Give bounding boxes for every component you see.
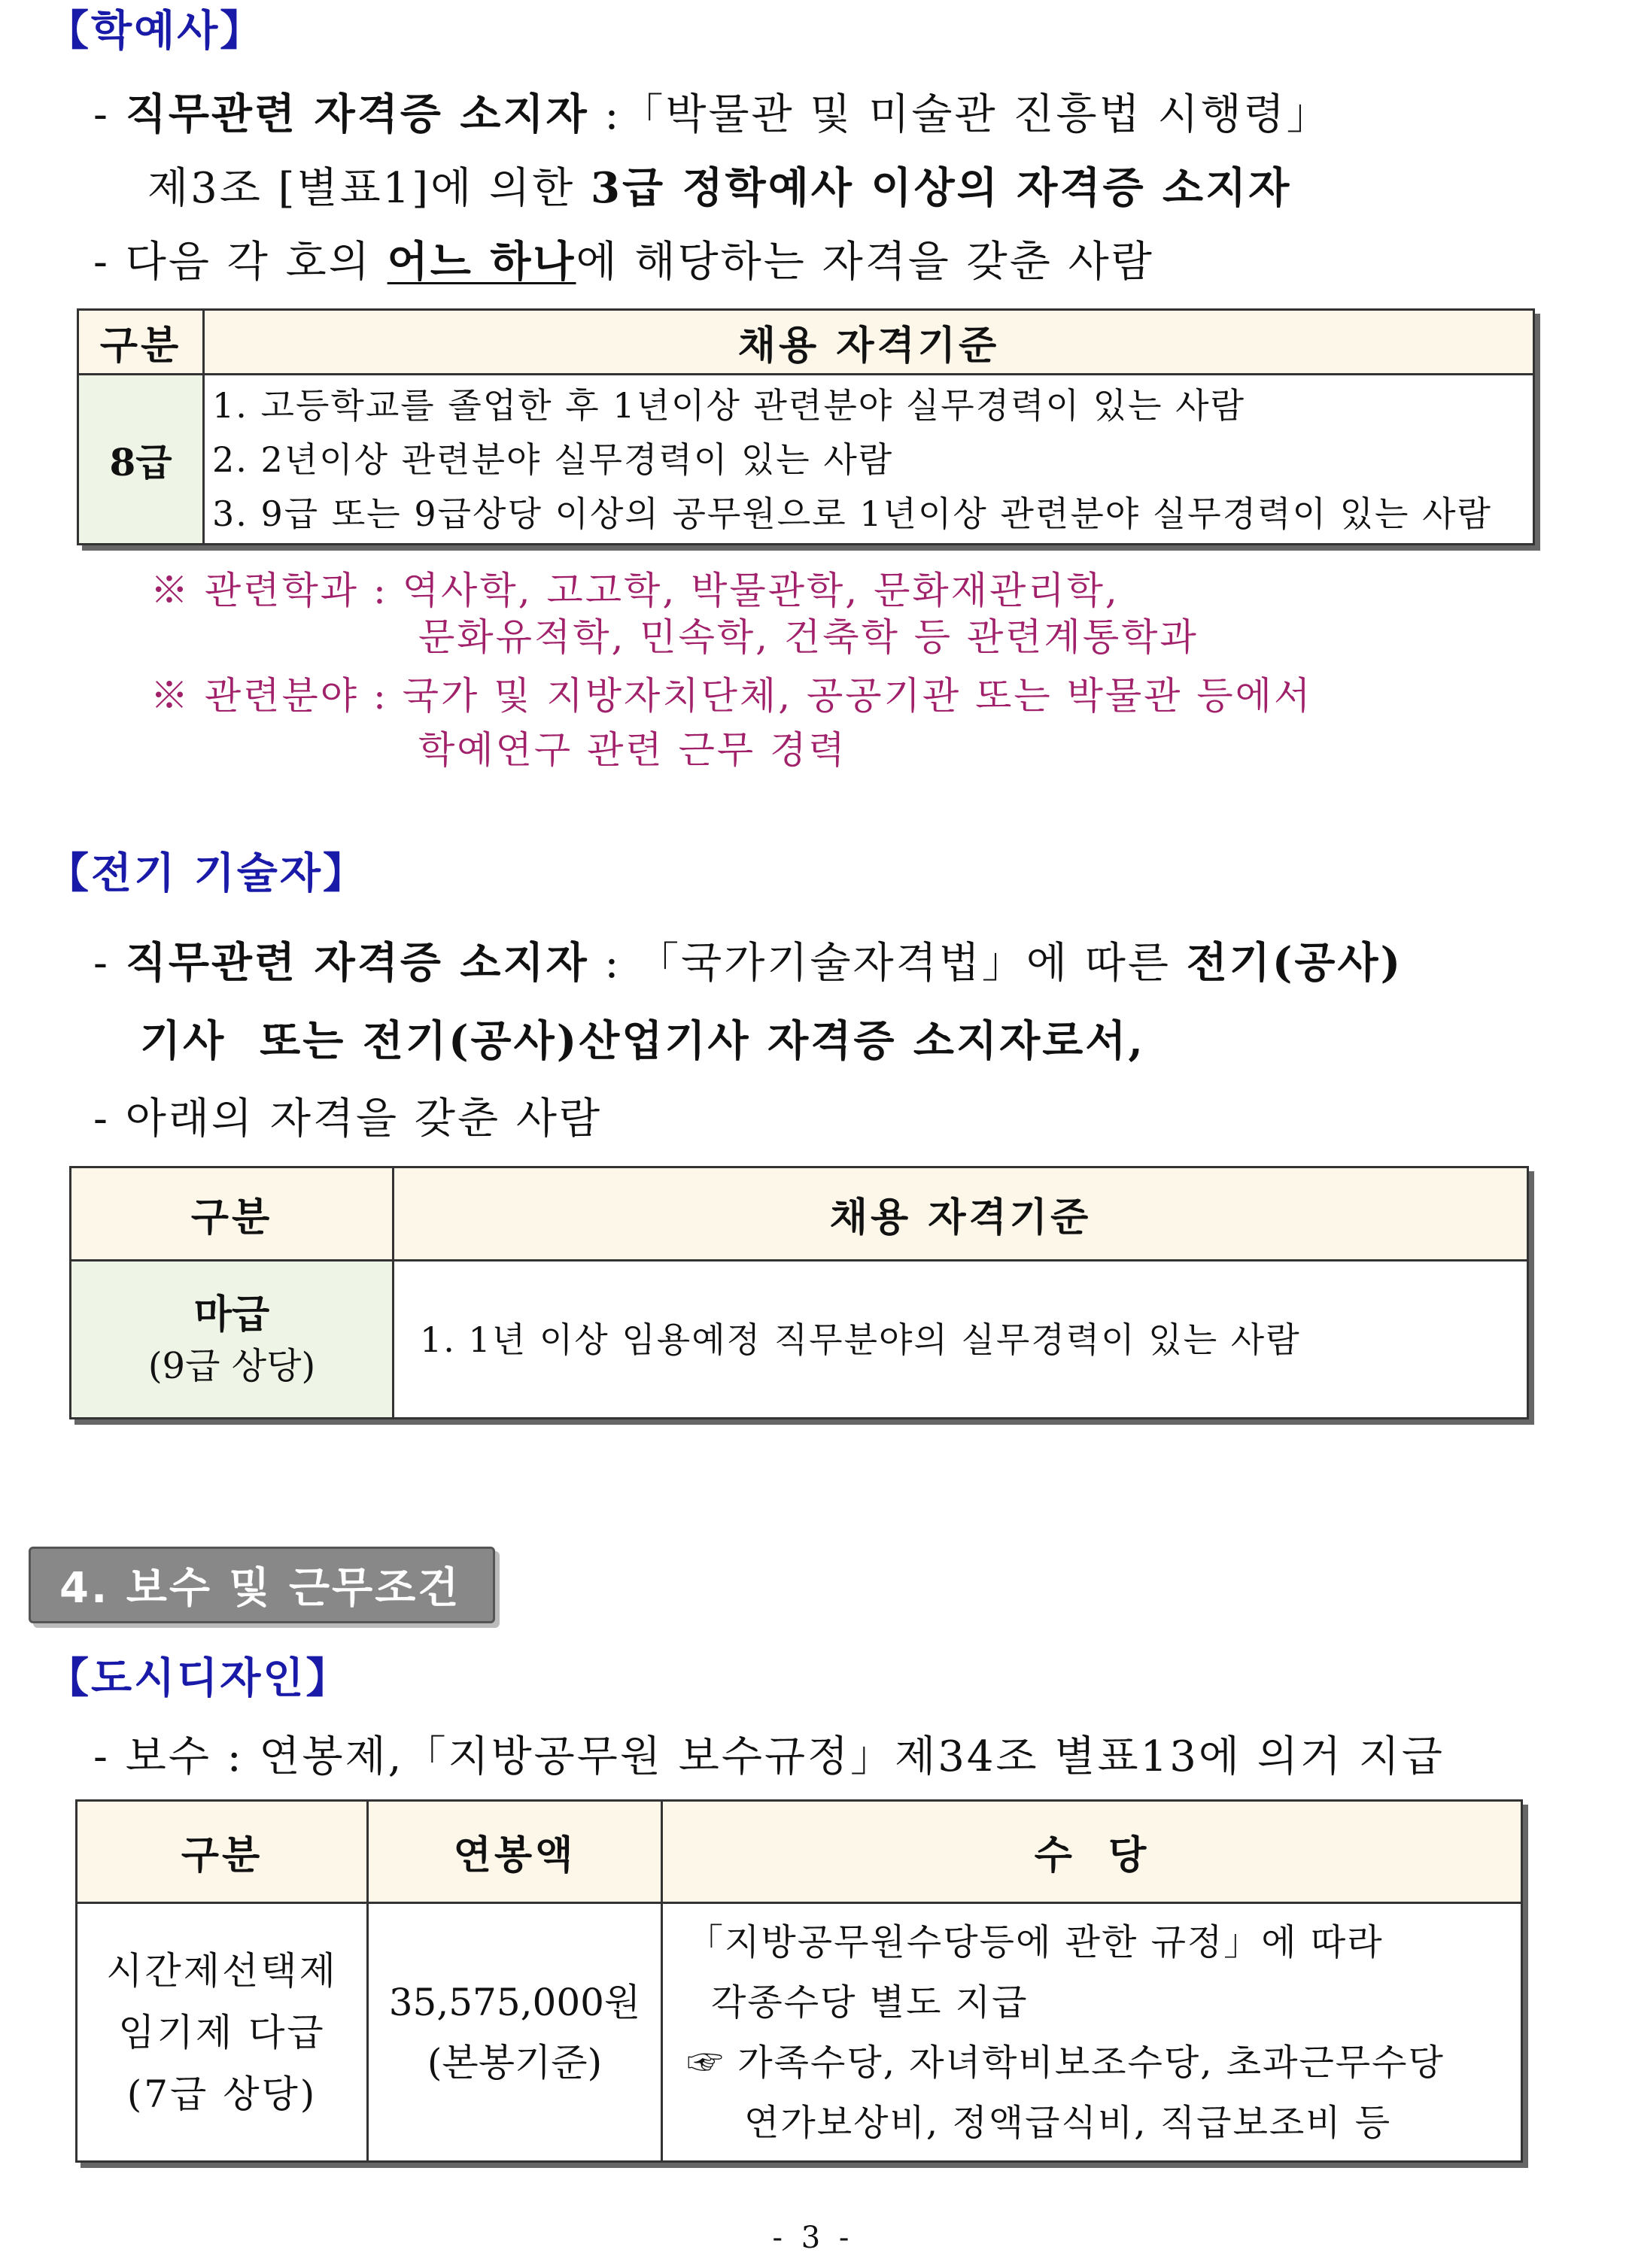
table-header-criteria: 채용 자격기준: [204, 310, 1534, 375]
table-header-category: 구분: [71, 1167, 394, 1261]
electric-bold-text-2: 전기(공사): [1186, 938, 1403, 988]
electric-line-3: - 아래의 자격을 갖춘 사람: [93, 1095, 603, 1143]
section-heading-urban-design: 【도시디자인】: [47, 1654, 351, 1703]
electric-line-2: 기사 또는 전기(공사)산업기사 자격증 소지자로서,: [140, 1016, 1145, 1066]
salary-cell: [368, 1903, 662, 2162]
note-related-major-cont: 문화유적학, 민속학, 건축학 등 관련계통학과: [418, 615, 1199, 659]
table-header-category: 구분: [78, 310, 204, 375]
table-header-criteria: 채용 자격기준: [394, 1167, 1528, 1261]
curator-license-text: 3급 정학예사 이상의 자격증 소지자: [591, 163, 1292, 213]
note-related-major: ※ 관련학과 : 역사학, 고고학, 박물관학, 문화재관리학,: [150, 569, 1120, 612]
grade-cell: 8급: [78, 375, 204, 545]
pay-line: - 보수 : 연봉제,「지방공무원 보수규정」제34조 별표13에 의거 지급: [93, 1732, 1445, 1781]
section-heading-curator: 【학예사】: [47, 7, 265, 56]
criteria-item: 2. 2년이상 관련분야 실무경력이 있는 사람: [212, 439, 894, 480]
section-heading-electric: 【전기 기술자】: [47, 849, 367, 898]
pay-line-text: 보수 : 연봉제,「지방공무원 보수규정」제34조 별표13에 의거 지급: [125, 1732, 1445, 1781]
allowance-cell: [662, 1903, 1522, 2162]
note-related-field-cont: 학예연구 관련 근무 경력: [418, 728, 847, 772]
allowance-line: 연가보상비, 정액급식비, 직급보조비 등: [744, 2101, 1392, 2144]
curator-line3-post: 에 해당하는 자격을 갖춘 사람: [576, 238, 1154, 287]
table-header-allowance: 수 당: [662, 1801, 1522, 1903]
pay-table: [75, 1799, 1523, 2163]
electric-bold-text: 직무관련 자격증 소지자: [125, 938, 589, 988]
allowance-line: 각종수당 별도 지급: [711, 1981, 1029, 2024]
allowance-line: 「지방공무원수당등에 관한 규정」에 따라: [687, 1920, 1384, 1963]
criteria-item: 3. 9급 또는 9급상당 이상의 공무원으로 1년이상 관련분야 실무경력이 있는 사람: [212, 493, 1492, 534]
electric-line-1: - 직무관련 자격증 소지자 : 「국가기술자격법」에 따른 전기(공사): [93, 938, 1403, 988]
note-related-field: ※ 관련분야 : 국가 및 지방자치단체, 공공기관 또는 박물관 등에서: [150, 674, 1313, 718]
position-line: (7급 상당): [126, 2072, 318, 2116]
criteria-cell: [204, 375, 1534, 545]
salary-basis: (본봉기준): [427, 2040, 603, 2084]
grade-cell: [71, 1261, 394, 1419]
page-number: - 3 -: [772, 2221, 854, 2255]
curator-line-3: - 다음 각 호의 어느 하나에 해당하는 자격을 갖춘 사람: [93, 237, 1154, 287]
curator-article: 제3조 [별표1]에 의한: [147, 164, 591, 213]
table-header-salary: 연봉액: [368, 1801, 662, 1903]
salary-amount: 35,575,000원: [388, 1980, 641, 2024]
grade-name: 마급: [193, 1291, 270, 1337]
section-badge: 4. 보수 및 근무조건: [29, 1547, 495, 1623]
curator-line3-pre: 다음 각 호의: [125, 238, 388, 287]
position-line: 임기제 다급: [118, 2010, 326, 2054]
curator-criteria-table: [77, 308, 1535, 545]
curator-underline-text: 어느 하나: [387, 237, 576, 287]
criteria-item: 1. 1년 이상 임용예정 직무분야의 실무경력이 있는 사람: [394, 1261, 1528, 1419]
curator-line-1: - 직무관련 자격증 소지자 :「박물관 및 미술관 진흥법 시행령」: [93, 90, 1331, 139]
curator-law-text: :「박물관 및 미술관 진흥법 시행령」: [588, 90, 1331, 139]
electric-criteria-table: [69, 1166, 1529, 1419]
position-line: 시간제선택제: [106, 1948, 338, 1993]
curator-line-2: [147, 163, 1292, 213]
grade-equivalent: (9급 상당): [147, 1344, 316, 1387]
curator-bold-text: 직무관련 자격증 소지자: [125, 90, 589, 139]
table-header-category: 구분: [77, 1801, 368, 1903]
electric-law-text: : 「국가기술자격법」에 따른: [588, 939, 1187, 988]
allowance-line: ☞ 가족수당, 자녀학비보조수당, 초과근무수당: [687, 2041, 1445, 2084]
electric-line3-text: 아래의 자격을 갖춘 사람: [125, 1095, 603, 1143]
position-cell: [77, 1903, 368, 2162]
criteria-item: 1. 고등학교를 졸업한 후 1년이상 관련분야 실무경력이 있는 사람: [212, 384, 1246, 426]
